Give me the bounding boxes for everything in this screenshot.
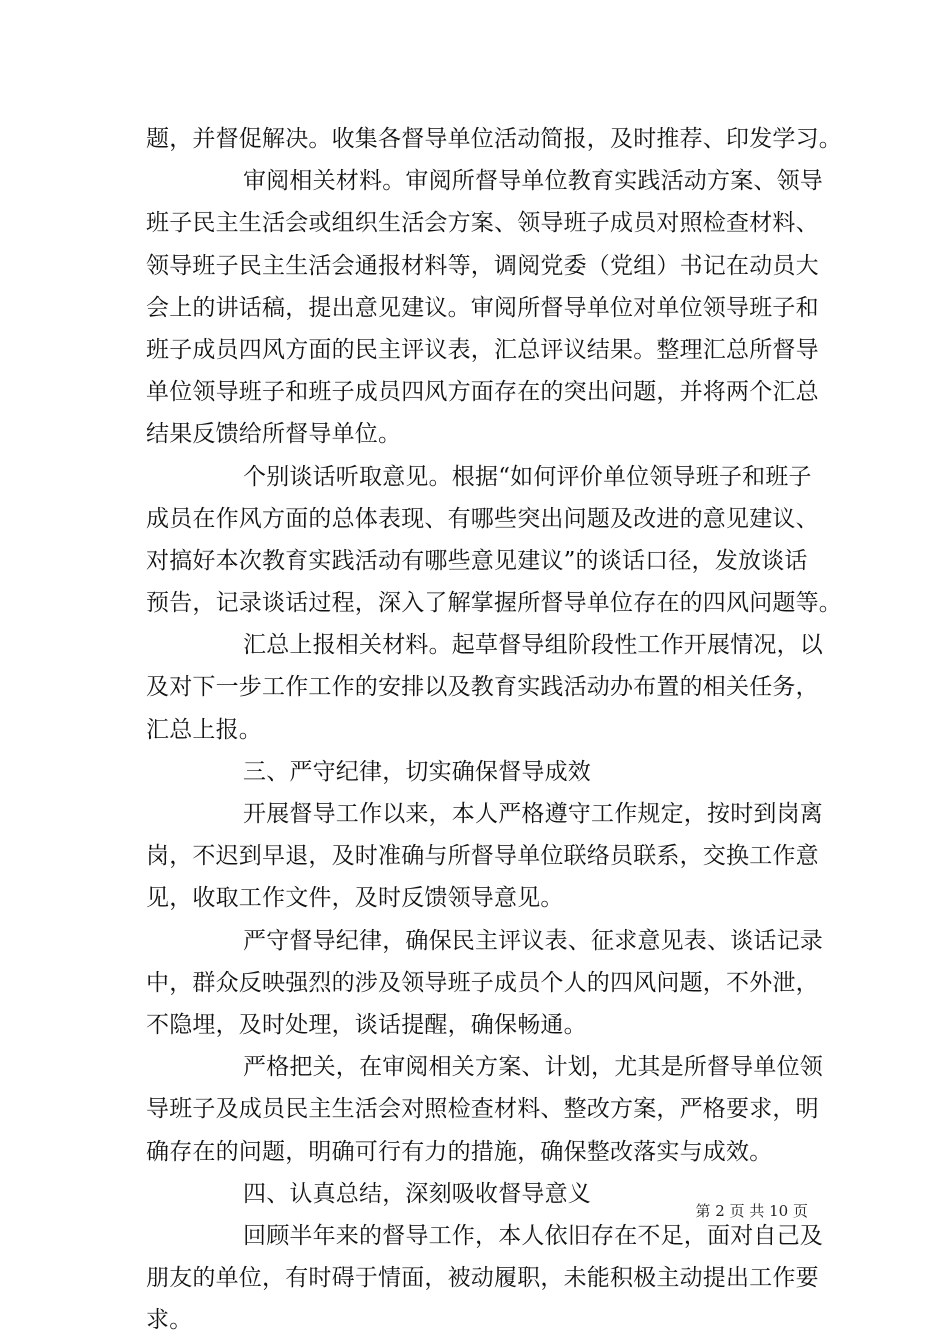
text-line: 汇总上报。: [146, 716, 262, 743]
text-line: 中，群众反映强烈的涉及领导班子成员个人的四风问题，不外泄，: [146, 969, 819, 996]
text-line: 导班子及成员民主生活会对照检查材料、整改方案，严格要求，明: [146, 1096, 819, 1123]
text-line: 回顾半年来的督导工作，本人依旧存在不足，面对自己及: [243, 1222, 823, 1249]
text-line: 四、认真总结，深刻吸收督导意义: [243, 1180, 591, 1207]
text-line: 班子民主生活会或组织生活会方案、领导班子成员对照检查材料、: [146, 210, 819, 237]
text-line: 开展督导工作以来，本人严格遵守工作规定，按时到岗离: [243, 801, 823, 827]
text-line: 班子成员四风方面的民主评议表，汇总评议结果。整理汇总所督导: [146, 336, 819, 363]
text-line: 三、严守纪律，切实确保督导成效: [243, 758, 591, 785]
text-line: 会上的讲话稿，提出意见建议。审阅所督导单位对单位领导班子和: [146, 294, 819, 321]
text-line: 个别谈话听取意见。根据“如何评价单位领导班子和班子: [243, 463, 812, 490]
text-line: 领导班子民主生活会通报材料等，调阅党委（党组）书记在动员大: [146, 252, 819, 279]
text-line: 结果反馈给所督导单位。: [146, 421, 402, 448]
text-line: 预告，记录谈话过程，深入了解掌握所督导单位存在的四风问题等。: [146, 590, 842, 617]
text-line: 题，并督促解决。收集各督导单位活动简报，及时推荐、印发学习。: [146, 126, 842, 152]
text-line: 严守督导纪律，确保民主评议表、征求意见表、谈话记录: [243, 927, 823, 954]
text-line: 求。: [146, 1307, 193, 1334]
text-line: 确存在的问题，明确可行有力的措施，确保整改落实与成效。: [146, 1138, 773, 1165]
text-line: 岗，不迟到早退，及时准确与所督导单位联络员联系，交换工作意: [146, 843, 819, 870]
text-line: 单位领导班子和班子成员四风方面存在的突出问题，并将两个汇总: [146, 379, 819, 406]
document-body: [146, 118, 842, 1341]
text-line: 不隐埋，及时处理，谈话提醒，确保畅通。: [146, 1011, 587, 1038]
text-line: 朋友的单位，有时碍于情面，被动履职，未能积极主动提出工作要: [146, 1265, 819, 1292]
text-line: 及对下一步工作工作的安排以及教育实践活动办布置的相关任务，: [146, 674, 819, 701]
text-line: 汇总上报相关材料。起草督导组阶段性工作开展情况，以: [243, 632, 823, 659]
text-line: 对搞好本次教育实践活动有哪些意见建议”的谈话口径，发放谈话: [146, 547, 808, 574]
page-number-footer: 第 2 页 共 10 页: [695, 1202, 808, 1220]
text-line: 审阅相关材料。审阅所督导单位教育实践活动方案、领导: [243, 168, 823, 195]
text-line: 严格把关，在审阅相关方案、计划，尤其是所督导单位领: [243, 1054, 823, 1081]
text-line: 见，收取工作文件，及时反馈领导意见。: [146, 885, 564, 912]
text-line: 成员在作风方面的总体表现、有哪些突出问题及改进的意见建议、: [146, 505, 819, 532]
